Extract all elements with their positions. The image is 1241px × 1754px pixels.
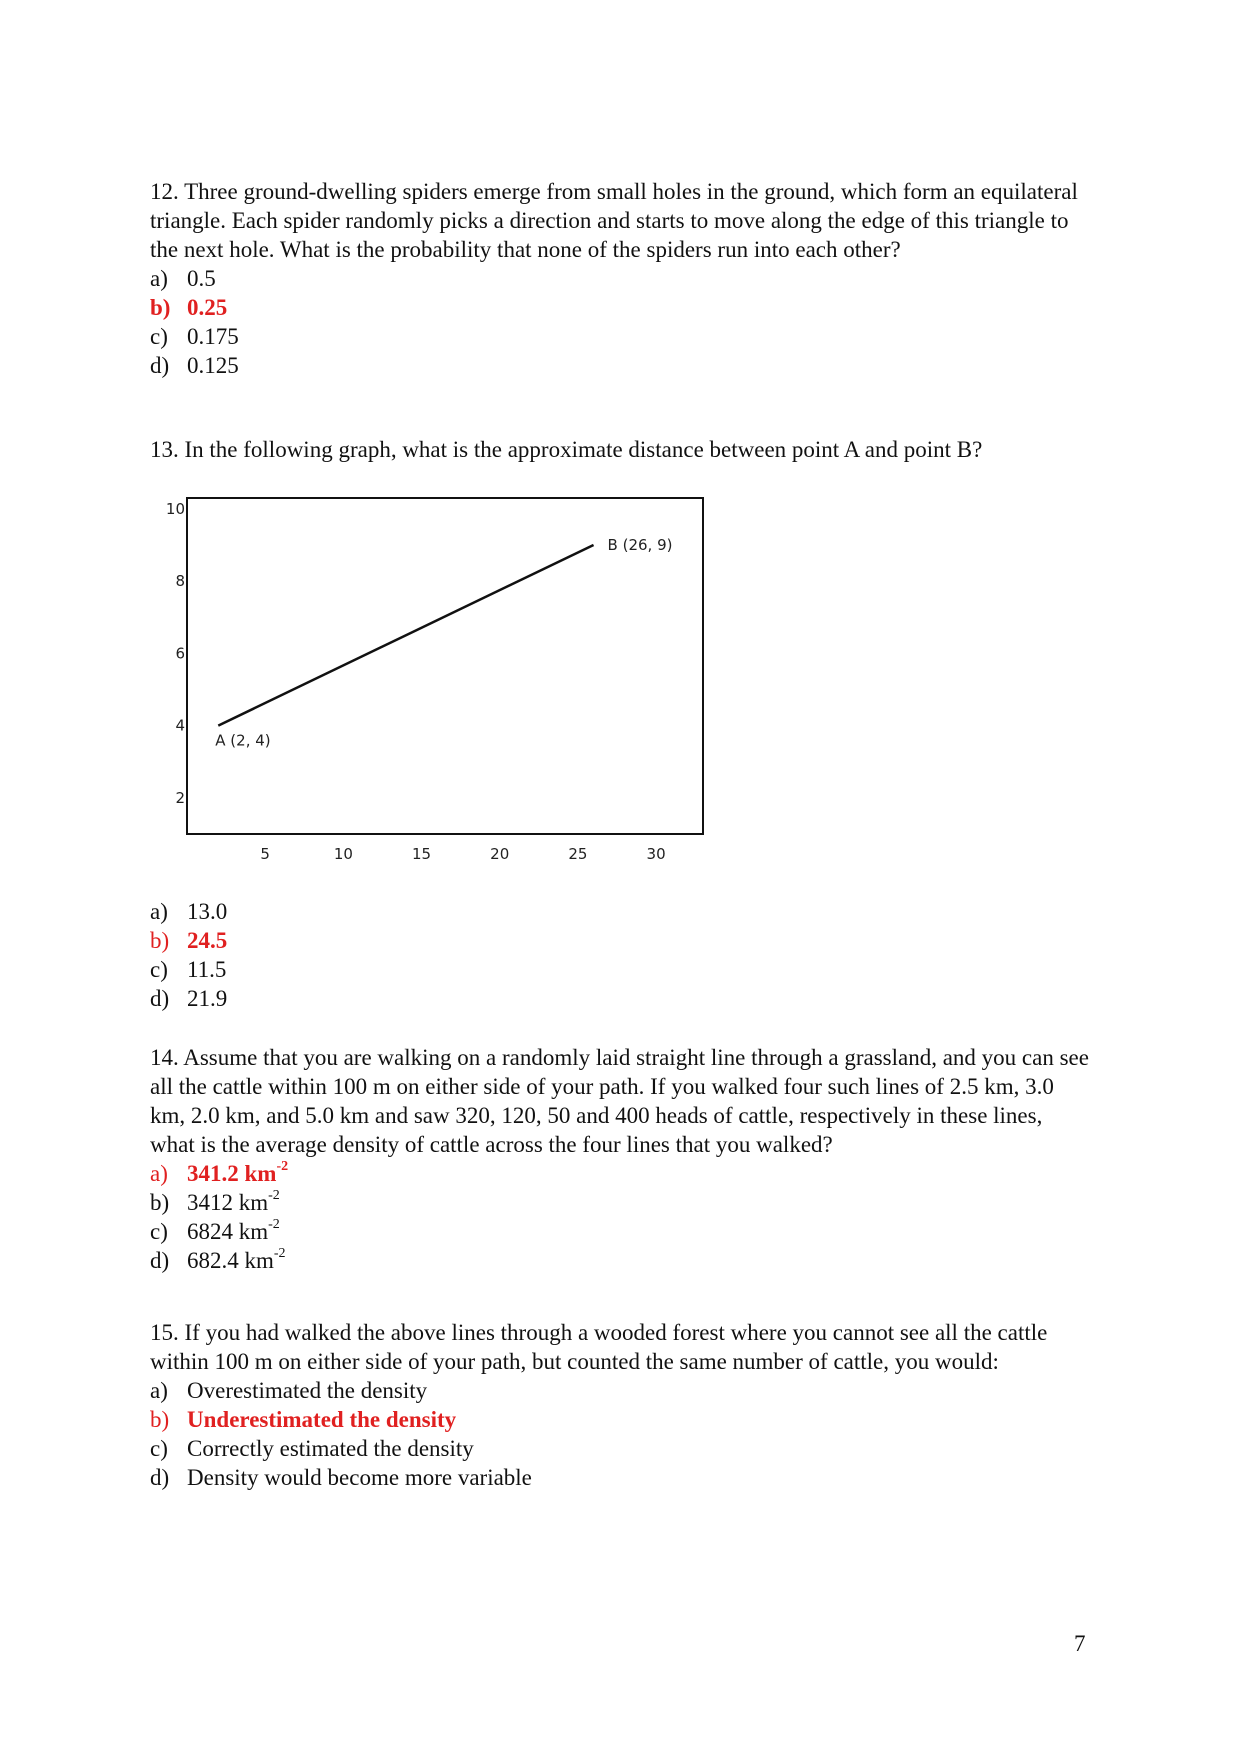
option-label: b)	[150, 1190, 170, 1215]
y-tick-label: 6	[175, 644, 185, 663]
option-c	[150, 1217, 1090, 1246]
option-label: c)	[150, 957, 168, 982]
option-c	[150, 322, 1090, 351]
option-text: 0.5	[187, 266, 216, 291]
option-c	[150, 955, 1090, 984]
y-tick-label: 10	[165, 499, 185, 518]
option-b-correct	[150, 293, 1090, 322]
y-tick-label: 8	[175, 572, 185, 591]
y-tick-label: 4	[175, 716, 185, 735]
x-tick-label: 25	[568, 845, 588, 863]
option-b	[150, 1188, 1090, 1217]
option-text: 0.25	[187, 295, 228, 320]
option-text: Overestimated the density	[187, 1378, 428, 1403]
point-a-label: A (2, 4)	[215, 731, 271, 750]
question-14	[150, 1043, 1090, 1275]
option-text: 341.2 $km^{-2}$	[187, 1159, 289, 1186]
option-b-correct	[150, 926, 1090, 955]
option-label: b)	[150, 1407, 170, 1432]
option-text: Density would become more variable	[187, 1465, 532, 1490]
x-tick-label: 5	[260, 845, 270, 863]
question-text: 13. In the following graph, what is the approximate distance between point A and point B?	[150, 437, 983, 462]
option-label: a)	[150, 1378, 168, 1403]
question-text: 12. Three ground-dwelling spiders emerge from small holes in the ground, which form an equilateral triangle. Each spider randomly picks a direction and starts to move along the edge of this triangle to the next hole. What is the probability that none of the spiders run into each other?	[150, 179, 1078, 262]
option-text: 11.5	[187, 957, 227, 982]
series-group	[218, 545, 593, 726]
option-label: d)	[150, 1465, 170, 1490]
option-d	[150, 984, 1090, 1013]
option-text: 0.175	[187, 324, 239, 349]
option-a	[150, 264, 1090, 293]
x-axis-ticks	[260, 845, 665, 863]
option-text: Correctly estimated the density	[187, 1436, 474, 1461]
option-label: a)	[150, 899, 168, 924]
option-label: d)	[150, 353, 170, 378]
question-text: 15. If you had walked the above lines through a wooded forest where you cannot see all the cattle within 100 m on either side of your path, but counted the same number of cattle, you would:	[150, 1320, 1048, 1374]
option-label: c)	[150, 1219, 168, 1244]
option-d	[150, 1246, 1090, 1275]
option-label: d)	[150, 1248, 170, 1273]
question-13	[150, 435, 1090, 464]
option-text: 3412 $km^{-2}$	[187, 1188, 280, 1215]
option-label: c)	[150, 1436, 168, 1461]
question-12	[150, 177, 1090, 380]
option-label: b)	[150, 295, 171, 320]
page-number: 7	[1074, 1631, 1086, 1656]
option-label: b)	[150, 928, 170, 953]
x-tick-label: 10	[333, 845, 353, 863]
option-text: 682.4 $km^{-2}$	[187, 1246, 286, 1273]
question-text: 14. Assume that you are walking on a randomly laid straight line through a grassland, and you can see all the cattle within 100 m on either side of your path. If you walked four such lines of 2.5 km, 3.0 km, 2.0 km, and 5.0 km and saw 320, 120, 50 and 400 heads of cattle, respectively in these lines, what is the average density of cattle across the four lines that you walked?	[150, 1045, 1089, 1157]
option-list	[150, 264, 1090, 380]
line-chart	[150, 490, 710, 870]
option-text: 0.125	[187, 353, 239, 378]
option-a	[150, 897, 1090, 926]
option-text: 24.5	[187, 928, 228, 953]
option-d	[150, 351, 1090, 380]
option-text: 13.0	[187, 899, 228, 924]
x-tick-label: 15	[411, 845, 432, 863]
series-line	[218, 545, 593, 726]
option-text: Underestimated the density	[187, 1407, 457, 1432]
option-c	[150, 1434, 1090, 1463]
option-d	[150, 1463, 1090, 1492]
option-label: d)	[150, 986, 170, 1011]
question-15	[150, 1318, 1090, 1492]
option-list	[150, 1376, 1090, 1492]
point-b-label: B (26, 9)	[607, 535, 673, 554]
question-13-options	[150, 897, 1090, 1013]
option-list	[150, 897, 1090, 1013]
option-b-correct	[150, 1405, 1090, 1434]
option-a-correct	[150, 1159, 1090, 1188]
option-list	[150, 1159, 1090, 1275]
annotation-group	[215, 536, 672, 750]
option-label: a)	[150, 266, 168, 291]
option-text: 6824 $km^{-2}$	[187, 1217, 280, 1244]
x-tick-label: 20	[490, 845, 510, 863]
option-label: a)	[150, 1161, 168, 1186]
option-label: c)	[150, 324, 168, 349]
y-tick-label: 2	[175, 788, 185, 807]
y-axis-ticks	[166, 500, 185, 807]
option-text: 21.9	[187, 986, 228, 1011]
x-tick-label: 30	[646, 845, 666, 863]
option-a	[150, 1376, 1090, 1405]
